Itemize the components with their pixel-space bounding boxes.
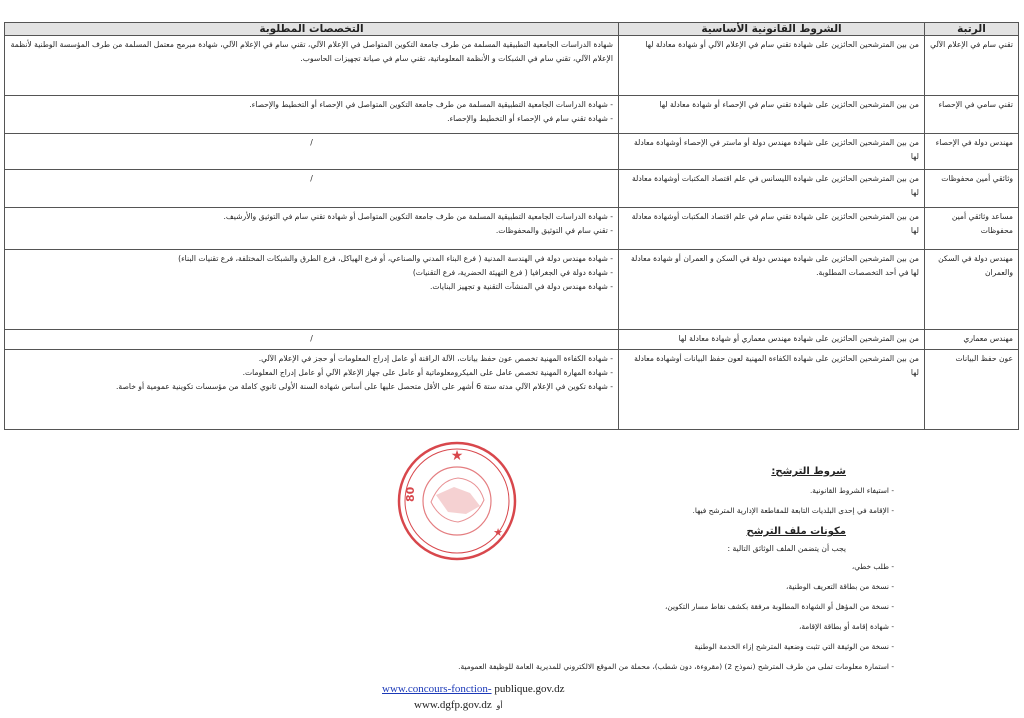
- svg-text:★: ★: [493, 526, 503, 539]
- conditions-cell: من بين المترشحين الحائزين على شهادة تقني سام في علم اقتصاد المكتبات أوشهادة معادلة لها: [619, 208, 925, 250]
- website-link-1[interactable]: [382, 683, 564, 695]
- table-row: [5, 350, 1019, 430]
- grade-cell: مهندس معماري: [925, 330, 1019, 350]
- website-link-1-part1[interactable]: www.concours-fonction-: [382, 683, 492, 695]
- list-item: - استمارة معلومات تملى من طرف المترشح (نموذج 2) (مقروءة، دون شطب)، محملة من الموقع الالكتروني للمديرية العامة للوظيفة العمومية.: [458, 660, 894, 680]
- specialties-cell: [5, 250, 619, 330]
- list-item: - نسخة من الوثيقة التي تثبت وضعية المترشح إزاء الخدمة الوطنية: [458, 640, 894, 660]
- table-row: [5, 330, 1019, 350]
- header-grade: الرتبة: [925, 23, 1019, 36]
- conditions-cell: من بين المترشحين الحائزين على شهادة مهندس دولة في السكن و العمران أو شهادة معادلة لها في أحد التخصصات المطلوبة.: [619, 250, 925, 330]
- list-item: - نسخة من المؤهل أو الشهادة المطلوبة مرفقة بكشف نقاط مسار التكوين،: [458, 600, 894, 620]
- specialty-item: - شهادة مهندس دولة في الهندسة المدنية ( فرع البناء المدني والصناعي، أو فرع الهياكل، فرع الطرق والشبكات المختلفة، فرع تقنيات البناء): [178, 254, 613, 263]
- website-link-2[interactable]: [414, 699, 503, 711]
- header-specialties: التخصصات المطلوبة: [5, 23, 619, 36]
- file-title: مكونات ملف الترشح: [746, 526, 846, 537]
- table-row: [5, 96, 1019, 134]
- stamp-number: 80: [404, 486, 417, 502]
- specialty-item: - شهادة دولة في الجغرافيا ( فرع التهيئة الحضرية، فرع التقنيات): [412, 268, 613, 277]
- conditions-cell: من بين المترشحين الحائزين على شهادة تقني سام في الإعلام الآلي أو شهادة معادلة لها: [619, 36, 925, 96]
- specialties-cell: [5, 134, 619, 170]
- specialties-cell: [5, 96, 619, 134]
- or-word: أو: [496, 701, 503, 710]
- specialty-item: - شهادة تكوين في الإعلام الآلي مدته ستة 6 أشهر على الأقل متحصل عليها على أساس شهادة السنة الأولى ثانوي كاملة من مؤسسات تكوينية عمومية أو خاصة.: [115, 382, 613, 391]
- specialty-item: - شهادة تقني سام في الإحصاء أو التخطيط والإحصاء.: [447, 114, 613, 123]
- grade-cell: عون حفظ البيانات: [925, 350, 1019, 430]
- list-item: - استيفاء الشروط القانونية.: [693, 484, 894, 504]
- specialties-cell: [5, 330, 619, 350]
- list-item: - الإقامة في إحدى البلديات التابعة للمقاطعة الإدارية المترشح فيها.: [693, 504, 894, 524]
- specialties-cell: [5, 36, 619, 96]
- file-intro: يجب أن يتضمن الملف الوثائق التالية :: [727, 544, 846, 553]
- table-header-row: [5, 23, 1019, 36]
- specialty-item: - شهادة مهندس دولة في المنشآت التقنية و تجهيز البنايات.: [429, 282, 613, 291]
- specialty-item: - شهادة الدراسات الجامعية التطبيقية المسلمة من طرف جامعة التكوين المتواصل في الإحصاء أو التخطيط والإحصاء.: [249, 100, 613, 109]
- conditions-cell: من بين المترشحين الحائزين على شهادة مهندس دولة أو ماستر في الإحصاء أوشهادة معادلة لها: [619, 134, 925, 170]
- specialty-item: شهادة الدراسات الجامعية التطبيقية المسلمة من طرف جامعة التكوين المتواصل في الإعلام الآلي، تقني سام في الإعلام الآلي، شهادة مبرمج معتمل المسلمة من طرف المؤسسة الوطنية لأنظمة الإعلام الآلي، تقني سام في الشبكات و الأنظمة المعلوماتية، تقني سام في صيانة تجهيزات الحاسوب.: [10, 40, 613, 63]
- table-row: [5, 36, 1019, 96]
- specialties-cell: [5, 170, 619, 208]
- grade-cell: تقني سامي في الإحصاء: [925, 96, 1019, 134]
- empty-slash: /: [310, 138, 313, 147]
- specialties-cell: [5, 350, 619, 430]
- grade-cell: مهندس دولة في السكن والعمران: [925, 250, 1019, 330]
- conditions-title: شروط الترشح:: [771, 466, 846, 477]
- file-list: [458, 560, 894, 680]
- specialty-item: - شهادة الكفاءة المهنية تخصص عون حفظ بيانات، الآلة الراقنة أو عامل إدراج المعلومات أو حجز في الإعلام الآلي.: [258, 354, 613, 363]
- website-link-2-url[interactable]: www.dgfp.gov.dz: [414, 699, 492, 711]
- specialty-item: - تقني سام في التوثيق والمحفوظات.: [495, 226, 613, 235]
- conditions-cell: من بين المترشحين الحائزين على شهادة الليسانس في علم اقتصاد المكتبات أوشهادة معادلة لها: [619, 170, 925, 208]
- conditions-cell: من بين المترشحين الحائزين على شهادة الكفاءة المهنية لعون حفظ البيانات أوشهادة معادلة لها: [619, 350, 925, 430]
- header-conditions: الشروط القانونية الأساسية: [619, 23, 925, 36]
- conditions-cell: من بين المترشحين الحائزين على شهادة مهندس معماري أو شهادة معادلة لها: [619, 330, 925, 350]
- table-row: [5, 208, 1019, 250]
- list-item: - نسخة من بطاقة التعريف الوطنية،: [458, 580, 894, 600]
- grade-cell: مهندس دولة في الإحصاء: [925, 134, 1019, 170]
- grade-cell: وثائقي أمين محفوظات: [925, 170, 1019, 208]
- table-row: [5, 170, 1019, 208]
- grades-table: [4, 22, 1019, 430]
- grade-cell: مساعد وثائقي أمين محفوظات: [925, 208, 1019, 250]
- table-row: [5, 250, 1019, 330]
- table-row: [5, 134, 1019, 170]
- empty-slash: /: [310, 174, 313, 183]
- website-link-1-part2[interactable]: publique.gov.dz: [491, 683, 565, 695]
- official-stamp: [396, 440, 518, 562]
- svg-text:★: ★: [450, 448, 464, 464]
- list-item: - طلب خطي،: [458, 560, 894, 580]
- specialty-item: - شهادة المهارة المهنية تخصص عامل على الميكرومعلوماتية أو عامل على جهاز الإعلام الآلي أو عامل إدراج المعلومات.: [242, 368, 613, 377]
- list-item: - شهادة إقامة أو بطاقة الإقامة،: [458, 620, 894, 640]
- conditions-list: [693, 484, 894, 524]
- empty-slash: /: [310, 334, 313, 343]
- conditions-cell: من بين المترشحين الحائزين على شهادة تقني سام في الإحصاء أو شهادة معادلة لها: [619, 96, 925, 134]
- grade-cell: تقني سام في الإعلام الآلي: [925, 36, 1019, 96]
- specialties-cell: [5, 208, 619, 250]
- specialty-item: - شهادة الدراسات الجامعية التطبيقية المسلمة من طرف جامعة التكوين المتواصل أو شهادة تقني سام في التوثيق والأرشيف.: [223, 212, 613, 221]
